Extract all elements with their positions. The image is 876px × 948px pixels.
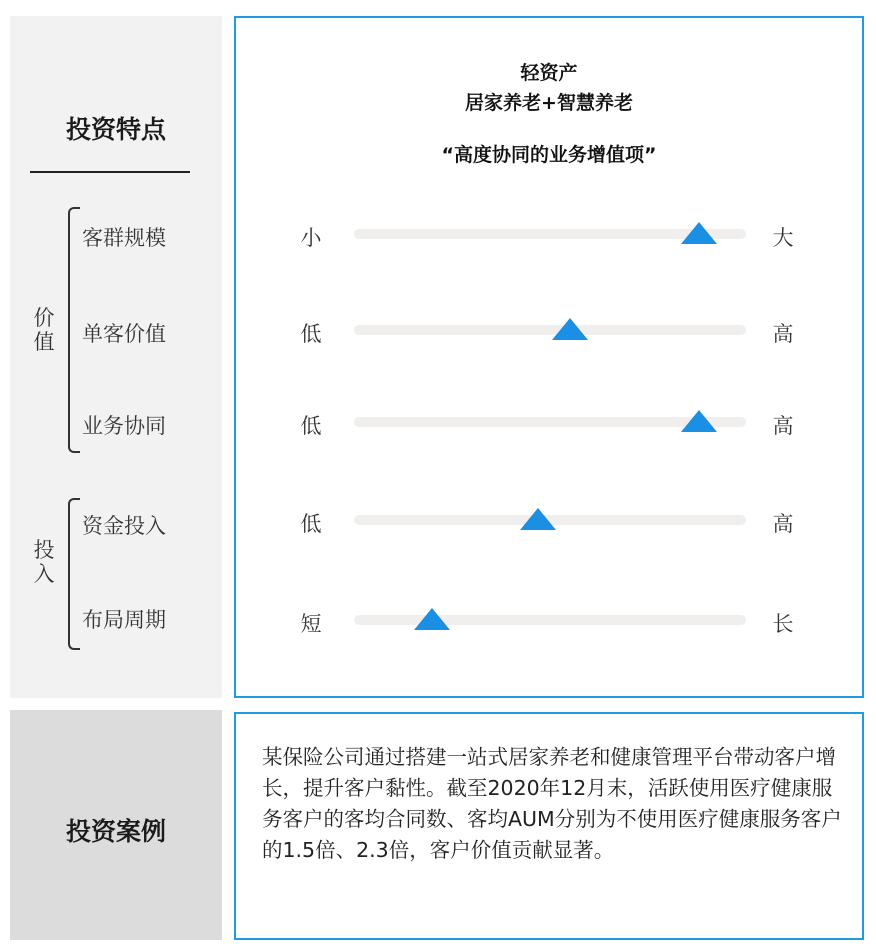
scale-panel xyxy=(234,16,864,698)
group-label-value: 价值 xyxy=(33,306,55,354)
case-title: 投资案例 xyxy=(65,817,166,846)
scale-marker xyxy=(681,410,717,432)
dimension-capital-input: 资金投入 xyxy=(82,514,166,538)
header-subtitle: “高度协同的业务增值项” xyxy=(441,144,657,166)
case-description: 某保险公司通过搭建一站式居家养老和健康管理平台带动客户增长，提升客户黏性。截至2020年12月末，活跃使用医疗健康服务客户的客均合同数、客均AUM分别为不使用医疗健康服务客户的1.5倍、2.3倍，客户价值贡献显著。 xyxy=(262,745,842,862)
scale-marker xyxy=(681,222,717,244)
dimension-layout-cycle: 布局周期 xyxy=(82,608,166,632)
input-bracket xyxy=(68,498,80,650)
dimension-customer-value: 单客价值 xyxy=(82,322,166,346)
dimension-business-synergy: 业务协同 xyxy=(82,414,166,438)
scale-low-label: 短 xyxy=(300,612,322,636)
title-divider xyxy=(30,171,190,173)
scale-marker xyxy=(520,508,556,530)
scale-marker xyxy=(414,608,450,630)
scale-high-label: 高 xyxy=(772,512,794,536)
scale-track xyxy=(354,615,746,625)
scale-high-label: 高 xyxy=(772,414,794,438)
dimension-customer-scale: 客群规模 xyxy=(82,226,166,250)
scale-marker xyxy=(552,318,588,340)
header-line1: 轻资产 xyxy=(520,62,578,84)
scale-low-label: 小 xyxy=(300,226,322,250)
scale-low-label: 低 xyxy=(300,512,322,536)
scale-low-label: 低 xyxy=(300,414,322,438)
features-title: 投资特点 xyxy=(65,115,166,144)
group-label-input: 投入 xyxy=(33,538,55,586)
scale-track xyxy=(354,325,746,335)
scale-low-label: 低 xyxy=(300,322,322,346)
scale-high-label: 大 xyxy=(772,226,794,250)
header-line2: 居家养老+智慧养老 xyxy=(465,92,633,114)
scale-high-label: 长 xyxy=(772,612,794,636)
scale-high-label: 高 xyxy=(772,322,794,346)
value-bracket xyxy=(68,207,80,453)
